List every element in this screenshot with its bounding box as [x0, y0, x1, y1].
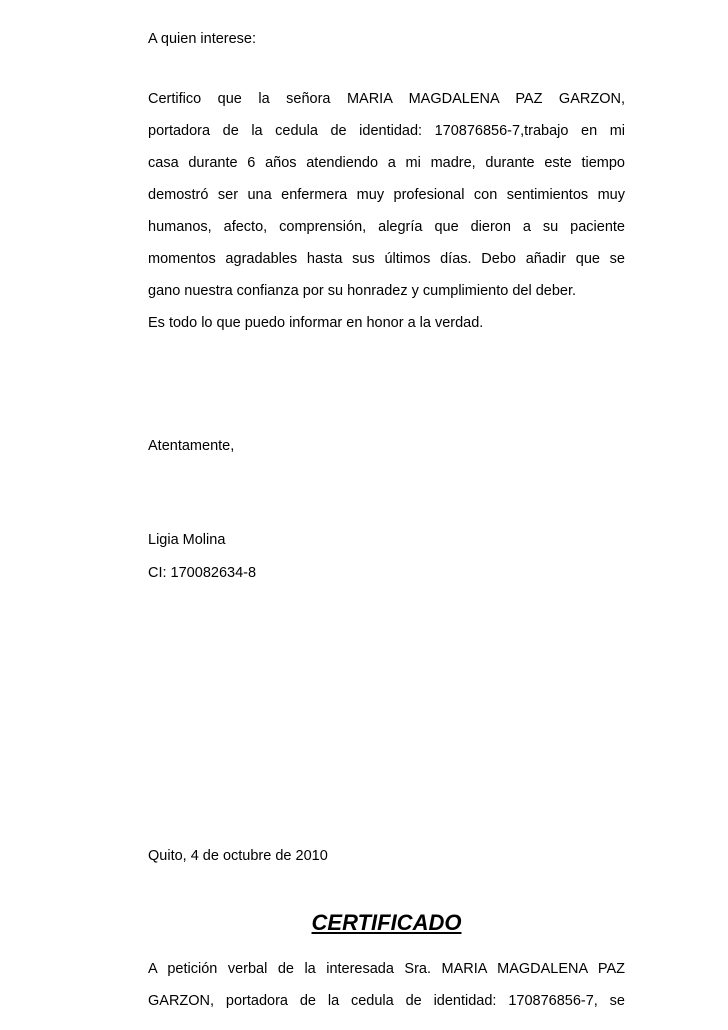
certificate-body-line: GARZON, portadora de la cedula de identidad: 170876856-7, se: [148, 993, 625, 1009]
letter-body-line: casa durante 6 años atendiendo a mi madre, durante este tiempo: [148, 155, 625, 171]
letter-body-line: portadora de la cedula de identidad: 170876856-7,trabajo en mi: [148, 123, 625, 139]
closing-statement: Es todo lo que puedo informar en honor a la verdad.: [148, 315, 484, 331]
salutation: A quien interese:: [148, 31, 257, 47]
document-page: [148, 0, 625, 1030]
signer-id: CI: 170082634-8: [148, 565, 257, 581]
valediction: Atentamente,: [148, 438, 235, 454]
certificate-title: CERTIFICADO: [311, 910, 462, 935]
letter-body-line: Certifico que la señora MARIA MAGDALENA PAZ GARZON,: [148, 91, 625, 107]
certificate-body-line: A petición verbal de la interesada Sra. MARIA MAGDALENA PAZ: [148, 961, 625, 977]
letter-body-line: gano nuestra confianza por su honradez y cumplimiento del deber.: [148, 283, 577, 299]
place-date: Quito, 4 de octubre de 2010: [148, 848, 328, 864]
letter-body-line: humanos, afecto, comprensión, alegría que dieron a su paciente: [148, 219, 625, 235]
letter-body-line: demostró ser una enfermera muy profesional con sentimientos muy: [148, 187, 625, 203]
letter-body-line: momentos agradables hasta sus últimos días. Debo añadir que se: [148, 251, 625, 267]
signer-name: Ligia Molina: [148, 532, 226, 548]
